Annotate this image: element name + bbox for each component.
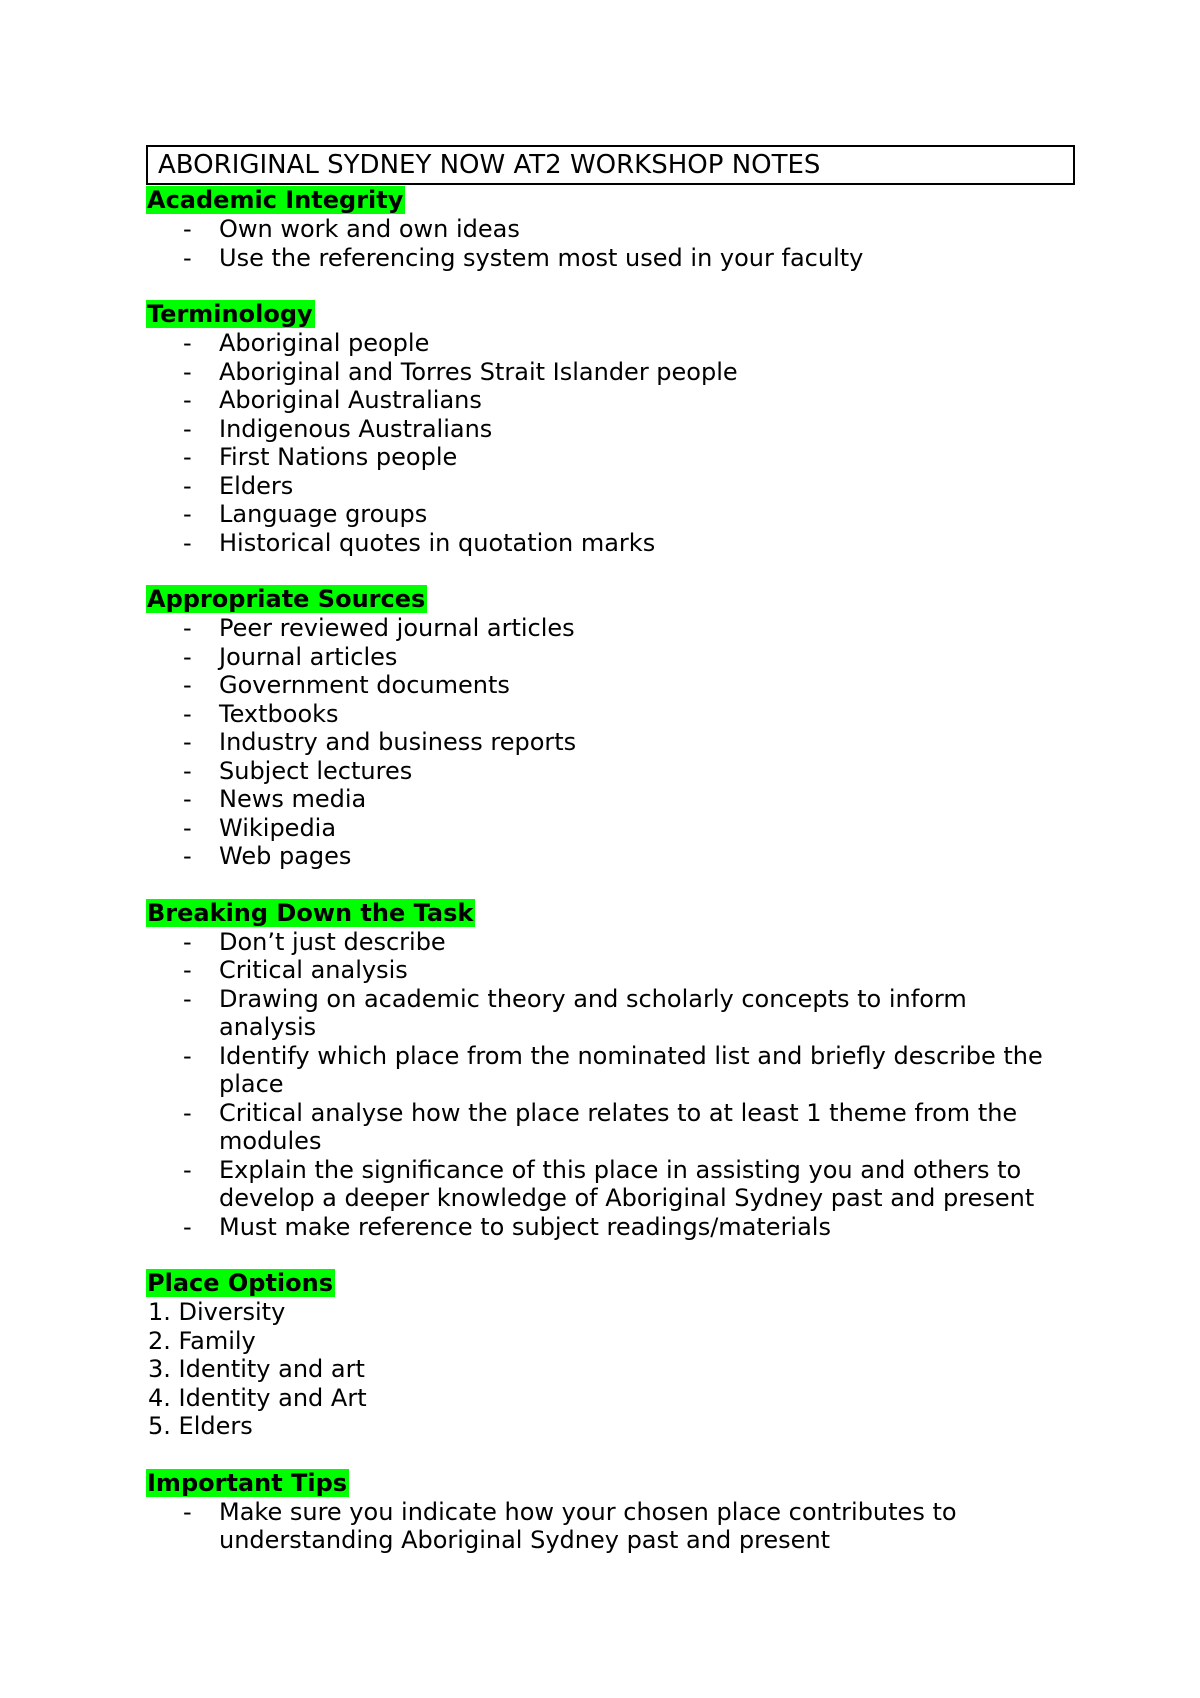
document-title: ABORIGINAL SYDNEY NOW AT2 WORKSHOP NOTES bbox=[146, 145, 1075, 185]
list-item bbox=[146, 814, 1076, 843]
list-item-text: News media bbox=[219, 785, 367, 813]
list-item-text: Critical analyse how the place relates to at least 1 theme from the bbox=[219, 1098, 1018, 1127]
bullet-list bbox=[146, 215, 1076, 272]
dash-marker: - bbox=[183, 215, 192, 243]
list-item bbox=[146, 472, 1076, 501]
bullet-list bbox=[146, 329, 1076, 557]
list-item-text: Textbooks bbox=[219, 699, 339, 728]
list-item bbox=[146, 985, 1076, 1042]
list-item bbox=[146, 415, 1076, 444]
bullet-list bbox=[146, 614, 1076, 871]
list-item bbox=[146, 1498, 1076, 1555]
list-item bbox=[146, 1156, 1076, 1213]
dash-marker: - bbox=[183, 813, 192, 842]
dash-marker: - bbox=[183, 671, 192, 699]
numbered-list bbox=[146, 1298, 1076, 1441]
dash-marker: - bbox=[183, 927, 192, 956]
list-item-text: Explain the significance of this place in assisting you and others to bbox=[219, 1155, 1022, 1184]
list-item bbox=[146, 386, 1076, 415]
list-item-text: Identify which place from the nominated list and briefly describe the bbox=[219, 1041, 1043, 1070]
list-item bbox=[146, 614, 1076, 643]
list-item-text: Make sure you indicate how your chosen place contributes to bbox=[219, 1497, 957, 1526]
list-item-text: Use the referencing system most used in your faculty bbox=[219, 243, 864, 272]
list-item-text: Peer reviewed journal articles bbox=[219, 614, 575, 642]
section-terminology bbox=[146, 299, 1076, 557]
bullet-list bbox=[146, 1498, 1076, 1555]
dash-marker: - bbox=[183, 500, 192, 528]
dash-marker: - bbox=[183, 443, 192, 471]
dash-marker: - bbox=[183, 756, 192, 785]
list-item-text: Industry and business reports bbox=[219, 728, 577, 756]
dash-marker: - bbox=[183, 642, 192, 671]
dash-marker: - bbox=[183, 471, 192, 500]
numbered-item: 1. Diversity bbox=[148, 1298, 286, 1326]
list-item bbox=[146, 785, 1076, 814]
bullet-list bbox=[146, 928, 1076, 1242]
list-item-text: Government documents bbox=[219, 671, 510, 699]
list-item bbox=[146, 529, 1076, 558]
list-item-text: Own work and own ideas bbox=[219, 215, 520, 243]
list-item-text: Wikipedia bbox=[219, 813, 337, 842]
list-item bbox=[146, 728, 1076, 757]
list-item-text: Subject lectures bbox=[219, 756, 413, 785]
dash-marker: - bbox=[183, 842, 192, 870]
list-item bbox=[146, 215, 1076, 244]
dash-marker: - bbox=[183, 1212, 192, 1241]
numbered-item: 2. Family bbox=[148, 1326, 256, 1355]
list-item bbox=[146, 757, 1076, 786]
list-item bbox=[146, 244, 1076, 273]
list-item-text-continued: analysis bbox=[219, 1013, 317, 1041]
dash-marker: - bbox=[183, 614, 192, 642]
list-item bbox=[146, 329, 1076, 358]
section-academic-integrity bbox=[146, 185, 1076, 272]
list-item-text: Historical quotes in quotation marks bbox=[219, 528, 656, 557]
dash-marker: - bbox=[183, 329, 192, 357]
list-item-text-continued: understanding Aboriginal Sydney past and present bbox=[219, 1526, 831, 1554]
dash-marker: - bbox=[183, 386, 192, 414]
document-page bbox=[146, 145, 1076, 1555]
list-item-text: Language groups bbox=[219, 500, 428, 528]
list-item bbox=[146, 358, 1076, 387]
list-item-text: Don’t just describe bbox=[219, 927, 446, 956]
list-item-text: Aboriginal Australians bbox=[219, 386, 482, 414]
list-item-text: Aboriginal people bbox=[219, 329, 430, 357]
section-heading: Appropriate Sources bbox=[147, 585, 426, 613]
list-item bbox=[146, 643, 1076, 672]
list-item bbox=[146, 1213, 1076, 1242]
dash-marker: - bbox=[183, 956, 192, 984]
list-item bbox=[146, 700, 1076, 729]
dash-marker: - bbox=[183, 728, 192, 756]
list-item-text: Must make reference to subject readings/materials bbox=[219, 1212, 831, 1241]
dash-marker: - bbox=[183, 528, 192, 557]
list-item bbox=[146, 928, 1076, 957]
list-item-text: Elders bbox=[219, 471, 294, 500]
dash-marker: - bbox=[183, 984, 192, 1013]
dash-marker: - bbox=[183, 785, 192, 813]
list-item-text-continued: modules bbox=[219, 1127, 322, 1155]
dash-marker: - bbox=[183, 1098, 192, 1127]
section-heading: Place Options bbox=[147, 1269, 334, 1297]
dash-marker: - bbox=[183, 243, 192, 272]
list-item-text: Journal articles bbox=[219, 642, 398, 671]
section-heading: Academic Integrity bbox=[147, 186, 404, 214]
list-item-text: First Nations people bbox=[219, 443, 458, 471]
list-item-text-continued: place bbox=[219, 1070, 284, 1098]
list-item-text: Web pages bbox=[219, 842, 352, 870]
list-item bbox=[146, 1099, 1076, 1156]
list-item-text: Indigenous Australians bbox=[219, 414, 493, 443]
section-heading: Breaking Down the Task bbox=[147, 898, 474, 927]
numbered-item: 5. Elders bbox=[148, 1412, 253, 1440]
list-item bbox=[146, 842, 1076, 871]
dash-marker: - bbox=[183, 1041, 192, 1070]
list-item bbox=[146, 500, 1076, 529]
list-item bbox=[146, 1042, 1076, 1099]
dash-marker: - bbox=[183, 1497, 192, 1526]
section-heading: Important Tips bbox=[147, 1468, 348, 1497]
dash-marker: - bbox=[183, 414, 192, 443]
dash-marker: - bbox=[183, 699, 192, 728]
section-appropriate-sources bbox=[146, 584, 1076, 871]
dash-marker: - bbox=[183, 357, 192, 386]
list-item-text: Drawing on academic theory and scholarly concepts to inform bbox=[219, 984, 967, 1013]
section-important-tips bbox=[146, 1468, 1076, 1555]
list-item bbox=[146, 671, 1076, 700]
list-item-text: Aboriginal and Torres Strait Islander people bbox=[219, 357, 738, 386]
section-place-options bbox=[146, 1268, 1076, 1441]
list-item-text: Critical analysis bbox=[219, 956, 408, 984]
section-breaking-down-the-task bbox=[146, 898, 1076, 1242]
numbered-item: 3. Identity and art bbox=[148, 1355, 365, 1383]
dash-marker: - bbox=[183, 1155, 192, 1184]
list-item bbox=[146, 443, 1076, 472]
section-heading: Terminology bbox=[147, 300, 313, 328]
list-item bbox=[146, 956, 1076, 985]
list-item-text-continued: develop a deeper knowledge of Aboriginal Sydney past and present bbox=[219, 1184, 1035, 1212]
numbered-item: 4. Identity and Art bbox=[148, 1383, 367, 1412]
